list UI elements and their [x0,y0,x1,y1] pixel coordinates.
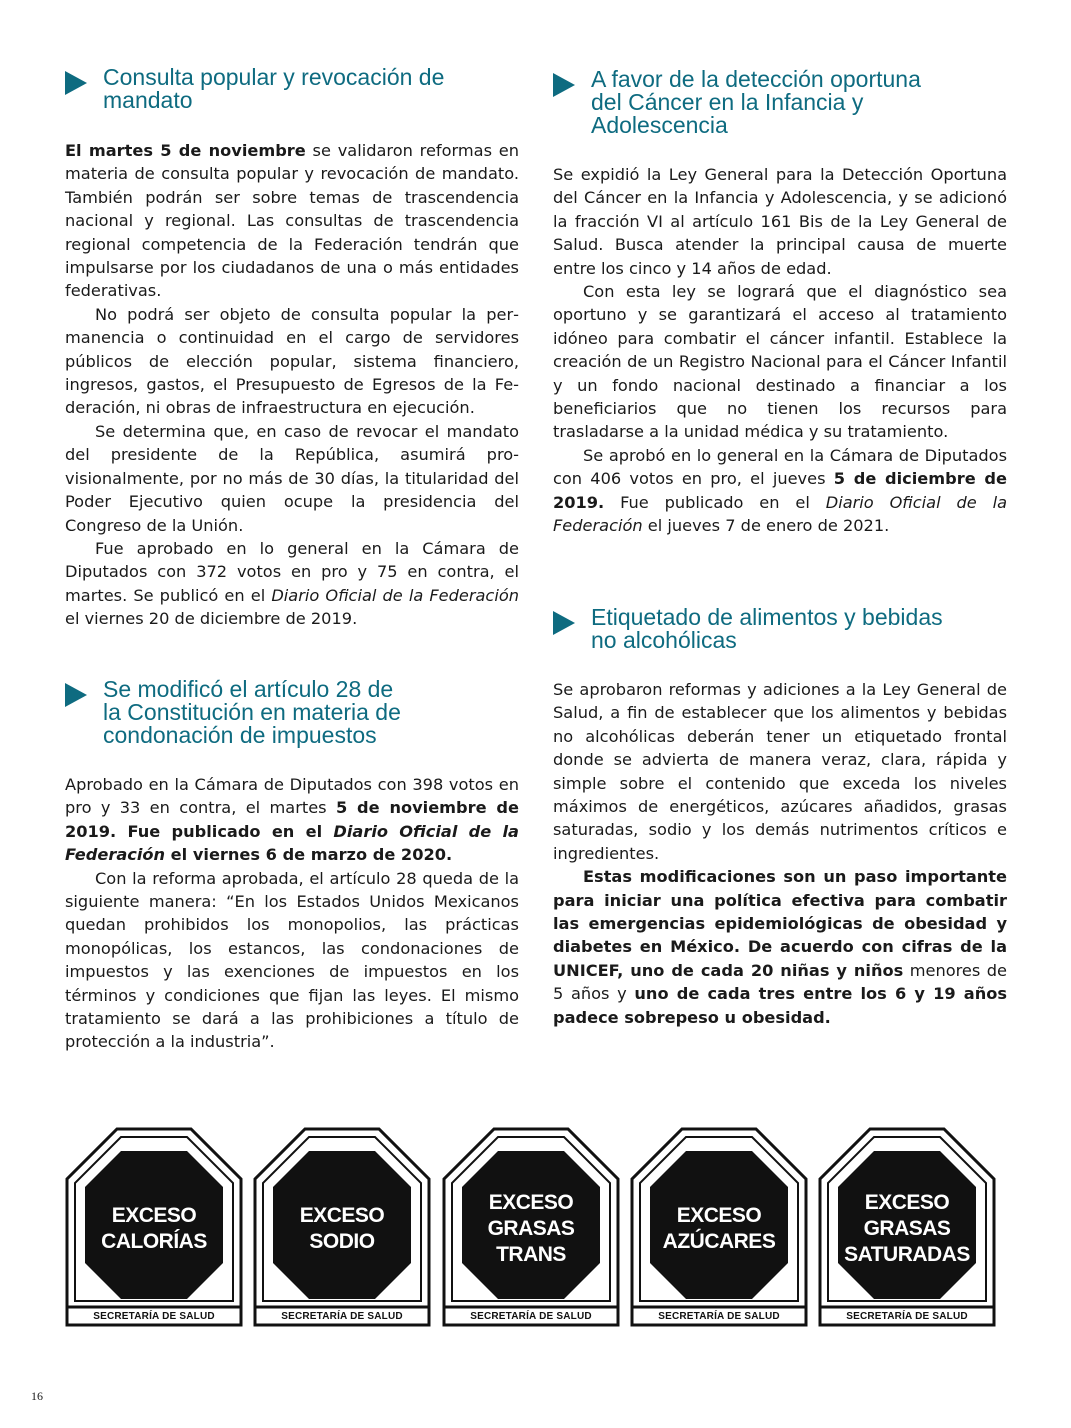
label-footer: SECRETARÍA DE SALUD [658,1311,780,1322]
section-title: Consulta popular y revocación de mandato [103,64,445,113]
section-articulo-28 [65,678,519,1054]
warning-labels-row [65,1127,997,1327]
label-footer: SECRETARÍA DE SALUD [281,1311,403,1322]
paragraph: Se determina que, en caso de revocar el mandato del presidente de la República, asumirá provisionalmente, por no más de 30 días, la titularidad del Poder Ejecutivo quien ocupe la presidencia del Congreso de la Unión. [65,421,519,535]
warning-label-calorias [65,1127,243,1327]
label-text: EXCESO GRASAS TRANS [487,1191,575,1266]
section-body [553,163,1007,538]
paragraph: Se expidió la Ley General para la Detección Oportuna del Cáncer en la Infancia y Adolescencia, y se adicionó la fracción VI al artículo 161 Bis de la Ley General de Salud. Busca atender la principal causa de muerte entre los cinco y 14 años de edad. [553,165,1007,278]
label-footer: SECRETARÍA DE SALUD [846,1311,968,1322]
section-title: Se modificó el artículo 28 de la Constitución en materia de condonación de impuestos [103,676,401,748]
warning-label-grasas-trans [442,1127,620,1327]
section-heading [553,606,1007,652]
label-footer: SECRETARÍA DE SALUD [470,1311,592,1322]
section-heading [553,68,1007,137]
section-body [553,678,1007,1029]
section-body [65,139,519,631]
warning-label-azucares [630,1127,808,1327]
paragraph: Se aprobó en lo general en la Cámara de Diputados con 406 votos en pro, el jueves 5 de diciembre de 2019. Fue publicado en el Diario Oficial de la Federación el jueves 7 de enero de 2021. [553,445,1007,536]
page-number: 16 [31,1389,43,1403]
triangle-bullet-icon [65,683,87,707]
paragraph: El martes 5 de noviembre se validaron reformas en materia de consulta popular y revocación de mandato. También podrán ser sobre temas de trascendencia nacional y regional. Las consultas de trascendencia regional competencia de la Federación tendrán que impulsarse por los ciudadanos de una o más entidades federativas. [65,141,520,301]
paragraph: Se aprobaron reformas y adiciones a la Ley General de Salud, a fin de establecer que los alimentos y bebidas no alcohólicas deberán tener un etiquetado frontal donde se advierta de manera veraz, clara, rápida y simple sobre el contenido que exceda los niveles máximos de energéticos, azúcares añadidos, grasas saturadas, sodio y los demás nutrimentos críticos e ingredientes. [553,680,1007,863]
paragraph: Con esta ley se logrará que el diagnóstico sea oportuno y se garantizará el acceso al tratamiento idóneo para combatir el cáncer infantil. Establece la creación de un Registro Nacional para el Cáncer Infantil y un fondo nacional destinado a financiar a los beneficiarios que no tienen los recursos para trasladarse a la unidad médica y su tratamiento. [553,282,1007,442]
triangle-bullet-icon [65,71,87,95]
section-title: Etiquetado de alimentos y bebidas no alcohólicas [591,604,943,653]
warning-label-grasas-saturadas [818,1127,996,1327]
paragraph: No podrá ser objeto de consulta popular la permanencia o continuidad en el cargo de servidores públicos de elección popular, sistema financiero, ingresos, gastos, el Presupuesto de Egresos de la Federación, ni obras de infraestructura en ejecución. [65,304,519,418]
paragraph: Aprobado en la Cámara de Diputados con 398 votos en pro y 33 en contra, el martes 5 de noviembre de 2019. Fue publicado en el Diario Oficial de la Federación el viernes 6 de marzo de 2020. [65,775,519,865]
section-heading [65,66,519,112]
paragraph: Con la reforma aprobada, el artículo 28 queda de la siguiente manera: “En los Estados Unidos Mexicanos quedan prohibidos los monopolios, las prácticas monopólicas, los estancos, las condonaciones de impuestos y las exenciones de impuestos en los términos y condiciones que fijan las leyes. El mismo tratamiento se dará a las prohibiciones a título de protección a la industria”. [65,868,519,1052]
section-consulta-popular [65,66,519,631]
label-text: EXCESO GRASAS SATURADAS [844,1191,970,1266]
section-cancer-infancia [553,68,1007,538]
triangle-bullet-icon [553,611,575,635]
section-heading [65,678,519,747]
label-text: EXCESO CALORÍAS [101,1204,207,1253]
warning-label-sodio [253,1127,431,1327]
triangle-bullet-icon [553,73,575,97]
label-text: EXCESO SODIO [299,1204,385,1253]
section-title: A favor de la detección oportuna del Cáncer en la Infancia y Adolescencia [591,66,921,138]
section-body [65,773,519,1054]
label-text: EXCESO AZÚCARES [662,1204,776,1253]
section-etiquetado [553,606,1007,1029]
label-footer: SECRETARÍA DE SALUD [93,1311,215,1322]
paragraph: Estas modificaciones son un paso importante para iniciar una política efectiva para combatir las emergencias epidemiológicas de obesidad y diabetes en México. De acuerdo con cifras de la UNICEF, uno de cada 20 niñas y niños menores de 5 años y uno de cada tres entre los 6 y 19 años padece sobrepeso u obesidad. [553,867,1008,1027]
paragraph: Fue aprobado en lo general en la Cámara de Diputados con 372 votos en pro y 75 en contra, el martes. Se publicó en el Diario Oficial de la Federación el viernes 20 de diciembre de 2019. [65,538,519,629]
